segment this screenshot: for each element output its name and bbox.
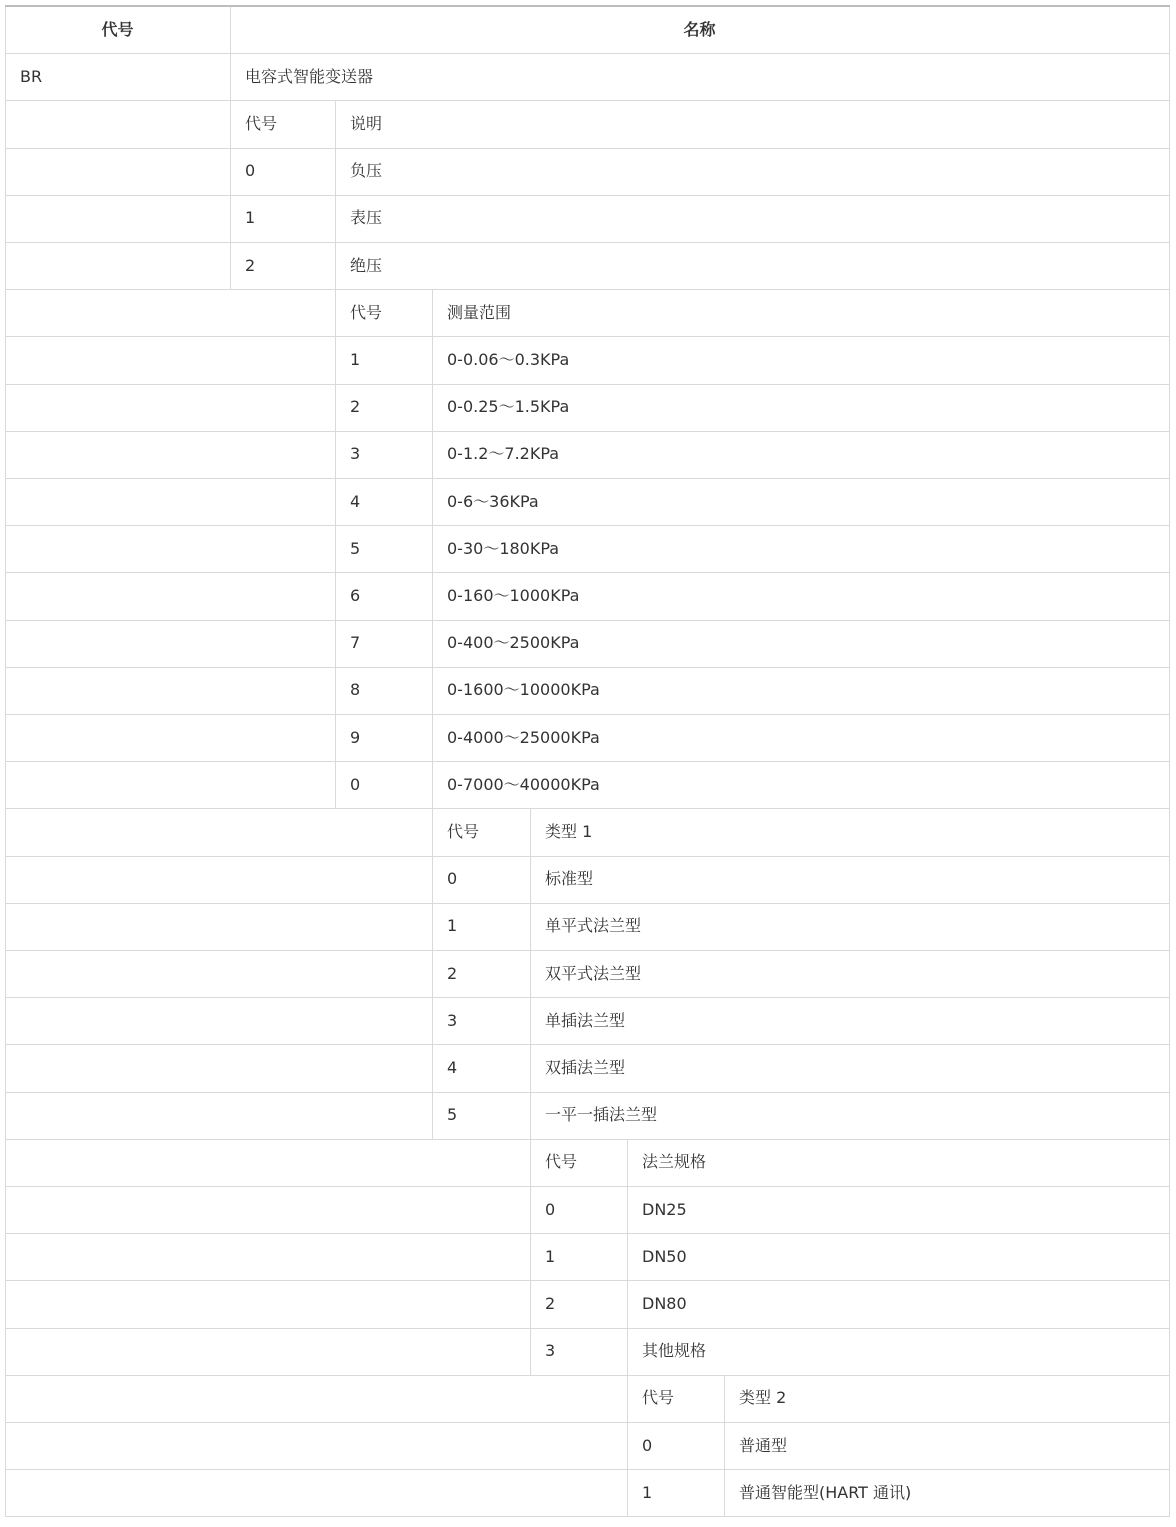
section-code-header-type-2: 代号 bbox=[642, 1388, 675, 1408]
row-divider bbox=[5, 903, 1170, 904]
row-divider bbox=[5, 195, 1170, 196]
section-code-header-pressure-type: 代号 bbox=[245, 113, 278, 133]
table-row-code: 3 bbox=[447, 1010, 458, 1030]
table-row-code: 0 bbox=[642, 1435, 653, 1455]
table-row-code: 1 bbox=[545, 1246, 556, 1266]
table-row-label: 普通智能型(HART 通讯) bbox=[739, 1482, 912, 1502]
table-row-label: 表压 bbox=[350, 208, 383, 228]
row-divider bbox=[5, 1516, 1170, 1517]
section-code-header-measuring-range: 代号 bbox=[350, 302, 383, 322]
table-row-code: 7 bbox=[350, 633, 361, 653]
row-divider bbox=[5, 572, 1170, 573]
table-row-label: 绝压 bbox=[350, 255, 383, 275]
section-desc-header-type-1: 类型 1 bbox=[545, 821, 593, 841]
table-row-code: 0 bbox=[447, 869, 458, 889]
table-row-code: 1 bbox=[642, 1482, 653, 1502]
table-row-label: 双平式法兰型 bbox=[545, 963, 642, 983]
column-divider bbox=[627, 1375, 628, 1517]
table-row-label: 0-4000～25000KPa bbox=[447, 727, 600, 747]
header-code: 代号 bbox=[101, 19, 134, 39]
row-divider bbox=[5, 808, 1170, 809]
row-divider bbox=[5, 761, 1170, 762]
table-row-label: 0-0.06～0.3KPa bbox=[447, 349, 570, 369]
table-row-code: 0 bbox=[245, 161, 256, 181]
row-divider bbox=[5, 1092, 1170, 1093]
table-row-code: 6 bbox=[350, 585, 361, 605]
section-code-header-flange-spec: 代号 bbox=[545, 1152, 578, 1172]
row-divider bbox=[5, 242, 1170, 243]
table-row-label: 负压 bbox=[350, 161, 383, 181]
table-row-label: 普通型 bbox=[739, 1435, 788, 1455]
table-row-code: 0 bbox=[545, 1199, 556, 1219]
column-divider bbox=[530, 808, 531, 1138]
table-row-label: 0-400～2500KPa bbox=[447, 633, 580, 653]
table-row-code: 5 bbox=[447, 1105, 458, 1125]
table-row-label: 0-6～36KPa bbox=[447, 491, 539, 511]
table-row-label: 单平式法兰型 bbox=[545, 916, 642, 936]
section-desc-header-pressure-type: 说明 bbox=[350, 113, 383, 133]
table-row-code: 2 bbox=[245, 255, 256, 275]
row-divider bbox=[5, 148, 1170, 149]
table-row-code: 4 bbox=[447, 1057, 458, 1077]
table-row-code: 8 bbox=[350, 680, 361, 700]
table-row-code: 9 bbox=[350, 727, 361, 747]
column-divider bbox=[724, 1375, 725, 1517]
row-divider bbox=[5, 997, 1170, 998]
row-divider bbox=[5, 431, 1170, 432]
table-row-code: 5 bbox=[350, 538, 361, 558]
column-divider bbox=[627, 1139, 628, 1375]
row-divider bbox=[5, 53, 1170, 54]
header-name: 名称 bbox=[683, 19, 716, 39]
table-row-label: DN80 bbox=[642, 1293, 687, 1313]
row-divider bbox=[5, 667, 1170, 668]
row-divider bbox=[5, 1328, 1170, 1329]
table-row-code: 2 bbox=[350, 397, 361, 417]
row-divider bbox=[5, 1422, 1170, 1423]
table-row-label: 标准型 bbox=[545, 869, 594, 889]
table-row-label: 0-1.2～7.2KPa bbox=[447, 444, 560, 464]
section-code-header-type-1: 代号 bbox=[447, 821, 480, 841]
row-divider bbox=[5, 620, 1170, 621]
table-row-label: 0-160～1000KPa bbox=[447, 585, 580, 605]
row-divider bbox=[5, 525, 1170, 526]
column-divider bbox=[432, 289, 433, 808]
row-divider bbox=[5, 856, 1170, 857]
table-row-code: 3 bbox=[350, 444, 361, 464]
row-divider bbox=[5, 1280, 1170, 1281]
column-divider bbox=[432, 808, 433, 1138]
table-row-label: 其他规格 bbox=[642, 1341, 707, 1361]
table-row-label: 0-7000～40000KPa bbox=[447, 774, 600, 794]
table-border-top bbox=[5, 5, 1170, 7]
row-divider bbox=[5, 1139, 1170, 1140]
row-divider bbox=[5, 478, 1170, 479]
table-row-label: DN25 bbox=[642, 1199, 687, 1219]
section-desc-header-measuring-range: 测量范围 bbox=[447, 302, 512, 322]
row-divider bbox=[5, 1375, 1170, 1376]
table-row-code: 2 bbox=[545, 1293, 556, 1313]
row-divider bbox=[5, 336, 1170, 337]
table-row-label: 0-1600～10000KPa bbox=[447, 680, 600, 700]
product-code: BR bbox=[20, 66, 43, 86]
table-row-label: 单插法兰型 bbox=[545, 1010, 626, 1030]
row-divider bbox=[5, 1044, 1170, 1045]
row-divider bbox=[5, 1469, 1170, 1470]
table-row-label: DN50 bbox=[642, 1246, 687, 1266]
table-row-code: 1 bbox=[350, 349, 361, 369]
table-row-code: 1 bbox=[447, 916, 458, 936]
table-row-code: 4 bbox=[350, 491, 361, 511]
table-row-code: 3 bbox=[545, 1341, 556, 1361]
section-desc-header-flange-spec: 法兰规格 bbox=[642, 1152, 707, 1172]
table-row-code: 1 bbox=[245, 208, 256, 228]
table-row-label: 0-0.25～1.5KPa bbox=[447, 397, 570, 417]
table-row-code: 2 bbox=[447, 963, 458, 983]
row-divider bbox=[5, 384, 1170, 385]
product-name: 电容式智能变送器 bbox=[245, 66, 374, 86]
table-row-code: 0 bbox=[350, 774, 361, 794]
section-desc-header-type-2: 类型 2 bbox=[739, 1388, 787, 1408]
column-divider bbox=[530, 1139, 531, 1375]
row-divider bbox=[5, 289, 1170, 290]
row-divider bbox=[5, 714, 1170, 715]
row-divider bbox=[5, 100, 1170, 101]
row-divider bbox=[5, 950, 1170, 951]
column-divider bbox=[335, 289, 336, 808]
table-row-label: 双插法兰型 bbox=[545, 1057, 626, 1077]
table-row-label: 0-30～180KPa bbox=[447, 538, 560, 558]
row-divider bbox=[5, 1233, 1170, 1234]
row-divider bbox=[5, 1186, 1170, 1187]
table-row-label: 一平一插法兰型 bbox=[545, 1105, 658, 1125]
